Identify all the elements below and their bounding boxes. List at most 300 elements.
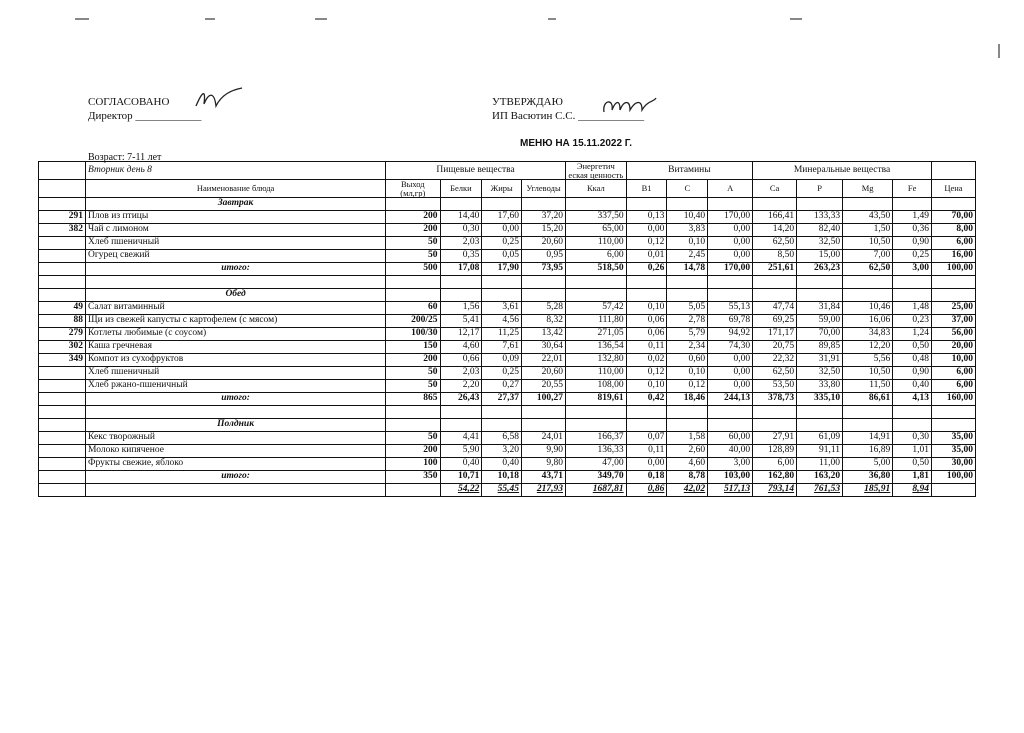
price: 70,00 — [931, 211, 975, 224]
age-label: Возраст: 7-11 лет — [88, 152, 162, 163]
total-row — [39, 393, 976, 406]
blank-cell — [708, 198, 753, 211]
blank-cell — [797, 198, 843, 211]
carbs: 20,55 — [522, 380, 566, 393]
vit-b1: 0,11 — [626, 445, 667, 458]
total-value: 4,13 — [893, 393, 932, 406]
ca: 22,32 — [753, 354, 797, 367]
dish-name: Молоко кипяченое — [86, 445, 386, 458]
dish-name: Салат витаминный — [86, 302, 386, 315]
p: 11,00 — [797, 458, 843, 471]
price: 6,00 — [931, 380, 975, 393]
blank-cell — [522, 276, 566, 289]
section-title: Полдник — [86, 419, 386, 432]
kcal: 110,00 — [566, 237, 627, 250]
vit-c: 2,60 — [667, 445, 708, 458]
group-energy: Энергетич еская ценность — [566, 162, 627, 180]
blank-cell — [386, 276, 440, 289]
section-title: Завтрак — [86, 198, 386, 211]
vit-c: 5,05 — [667, 302, 708, 315]
fat: 0,25 — [482, 367, 522, 380]
col-b1: B1 — [626, 180, 667, 198]
table-row — [39, 354, 976, 367]
blank-cell — [440, 419, 482, 432]
blank-cell — [843, 419, 893, 432]
blank-cell — [931, 484, 975, 497]
vit-b1: 0,01 — [626, 250, 667, 263]
protein: 12,17 — [440, 328, 482, 341]
col-c: C — [667, 180, 708, 198]
carbs: 20,60 — [522, 237, 566, 250]
recipe-number — [39, 432, 86, 445]
blank-cell — [39, 406, 86, 419]
blank-cell — [566, 419, 627, 432]
blank-cell — [931, 406, 975, 419]
ca: 8,50 — [753, 250, 797, 263]
fe: 0,50 — [893, 341, 932, 354]
yield: 200 — [386, 211, 440, 224]
ca: 14,20 — [753, 224, 797, 237]
blank-cell — [39, 276, 86, 289]
recipe-number: 49 — [39, 302, 86, 315]
approver-signature — [598, 94, 660, 120]
total-value: 518,50 — [566, 263, 627, 276]
total-value: 263,23 — [797, 263, 843, 276]
recipe-number: 349 — [39, 354, 86, 367]
carbs: 0,95 — [522, 250, 566, 263]
p: 59,00 — [797, 315, 843, 328]
grand-total-value: 761,53 — [797, 484, 843, 497]
protein: 0,66 — [440, 354, 482, 367]
group-vitamins: Витамины — [626, 162, 753, 180]
ca: 166,41 — [753, 211, 797, 224]
grand-total-value: 54,22 — [440, 484, 482, 497]
blank-cell — [386, 484, 440, 497]
p: 82,40 — [797, 224, 843, 237]
grand-total-value: 217,93 — [522, 484, 566, 497]
fat: 0,40 — [482, 458, 522, 471]
fat: 0,05 — [482, 250, 522, 263]
blank-cell — [86, 276, 386, 289]
total-value: 73,95 — [522, 263, 566, 276]
price: 20,00 — [931, 341, 975, 354]
blank-cell — [440, 198, 482, 211]
fat: 3,20 — [482, 445, 522, 458]
vit-c: 2,45 — [667, 250, 708, 263]
col-ca: Ca — [753, 180, 797, 198]
vit-a: 60,00 — [708, 432, 753, 445]
total-value: 160,00 — [931, 393, 975, 406]
yield: 150 — [386, 341, 440, 354]
yield: 50 — [386, 380, 440, 393]
ca: 27,91 — [753, 432, 797, 445]
grand-total-value: 8,94 — [893, 484, 932, 497]
protein: 14,40 — [440, 211, 482, 224]
mg: 14,91 — [843, 432, 893, 445]
ca: 62,50 — [753, 237, 797, 250]
ca: 20,75 — [753, 341, 797, 354]
director-signature — [192, 84, 246, 114]
carbs: 37,20 — [522, 211, 566, 224]
fe: 0,90 — [893, 237, 932, 250]
fat: 0,25 — [482, 237, 522, 250]
blank-cell — [522, 406, 566, 419]
recipe-number — [39, 380, 86, 393]
group-header-row — [39, 162, 976, 180]
p: 31,91 — [797, 354, 843, 367]
blank-cell — [626, 406, 667, 419]
fe: 0,25 — [893, 250, 932, 263]
blank-cell — [797, 289, 843, 302]
vit-a: 74,30 — [708, 341, 753, 354]
fat: 0,27 — [482, 380, 522, 393]
blank-cell — [39, 484, 86, 497]
table-row — [39, 328, 976, 341]
total-row — [39, 263, 976, 276]
mg: 10,50 — [843, 367, 893, 380]
dish-name: Плов из птицы — [86, 211, 386, 224]
kcal: 337,50 — [566, 211, 627, 224]
blank-cell — [386, 198, 440, 211]
total-row — [39, 471, 976, 484]
total-value: 26,43 — [440, 393, 482, 406]
price: 6,00 — [931, 367, 975, 380]
recipe-number — [39, 458, 86, 471]
grand-total-value: 55,45 — [482, 484, 522, 497]
blank-cell — [667, 289, 708, 302]
blank-cell — [86, 406, 386, 419]
table-row — [39, 458, 976, 471]
table-row — [39, 341, 976, 354]
blank-cell — [566, 276, 627, 289]
total-value: 8,78 — [667, 471, 708, 484]
blank-cell — [931, 276, 975, 289]
blank-cell — [893, 289, 932, 302]
blank-cell — [39, 471, 86, 484]
table-row — [39, 367, 976, 380]
table-row — [39, 302, 976, 315]
ca: 53,50 — [753, 380, 797, 393]
blank-cell — [626, 276, 667, 289]
blank-cell — [893, 198, 932, 211]
yield: 200 — [386, 445, 440, 458]
p: 61,09 — [797, 432, 843, 445]
section-title: Обед — [86, 289, 386, 302]
day-label: Вторник день 8 — [86, 162, 386, 180]
dish-name: Щи из свежей капусты с картофелем (с мясом) — [86, 315, 386, 328]
vit-b1: 0,12 — [626, 367, 667, 380]
vit-c: 2,78 — [667, 315, 708, 328]
dish-name: Котлеты любимые (с соусом) — [86, 328, 386, 341]
vit-b1: 0,06 — [626, 315, 667, 328]
blank-cell — [753, 419, 797, 432]
vit-a: 0,00 — [708, 237, 753, 250]
col-dish-name: Наименование блюда — [86, 180, 386, 198]
total-label: итого: — [86, 263, 386, 276]
fat: 11,25 — [482, 328, 522, 341]
price: 8,00 — [931, 224, 975, 237]
vit-b1: 0,00 — [626, 224, 667, 237]
table-row — [39, 380, 976, 393]
blank-cell — [39, 393, 86, 406]
kcal: 166,37 — [566, 432, 627, 445]
kcal: 132,80 — [566, 354, 627, 367]
carbs: 8,32 — [522, 315, 566, 328]
fe: 1,48 — [893, 302, 932, 315]
total-value: 244,13 — [708, 393, 753, 406]
blank-cell — [566, 289, 627, 302]
vit-c: 0,12 — [667, 380, 708, 393]
carbs: 15,20 — [522, 224, 566, 237]
table-row — [39, 315, 976, 328]
protein: 2,03 — [440, 237, 482, 250]
vit-a: 0,00 — [708, 354, 753, 367]
fe: 1,01 — [893, 445, 932, 458]
vit-b1: 0,12 — [626, 237, 667, 250]
protein: 4,41 — [440, 432, 482, 445]
dish-name: Хлеб ржано-пшеничный — [86, 380, 386, 393]
protein: 1,56 — [440, 302, 482, 315]
vit-c: 2,34 — [667, 341, 708, 354]
recipe-number — [39, 250, 86, 263]
yield: 50 — [386, 432, 440, 445]
yield: 60 — [386, 302, 440, 315]
blank-cell — [753, 198, 797, 211]
approval-left-role: Директор ____________ — [88, 110, 202, 122]
vit-c: 0,60 — [667, 354, 708, 367]
blank-cell — [39, 419, 86, 432]
section-row — [39, 419, 976, 432]
ca: 62,50 — [753, 367, 797, 380]
blank-cell — [708, 419, 753, 432]
total-value: 865 — [386, 393, 440, 406]
kcal: 47,00 — [566, 458, 627, 471]
blank-cell — [522, 289, 566, 302]
vit-b1: 0,00 — [626, 458, 667, 471]
vit-c: 1,58 — [667, 432, 708, 445]
blank-cell — [893, 276, 932, 289]
price: 35,00 — [931, 432, 975, 445]
fat: 17,60 — [482, 211, 522, 224]
blank-cell — [386, 406, 440, 419]
mg: 5,56 — [843, 354, 893, 367]
yield: 50 — [386, 250, 440, 263]
blank-cell — [843, 198, 893, 211]
carbs: 30,64 — [522, 341, 566, 354]
blank-cell — [440, 289, 482, 302]
menu-title: МЕНЮ НА 15.11.2022 Г. — [520, 138, 633, 149]
total-value: 10,71 — [440, 471, 482, 484]
blank-cell — [667, 406, 708, 419]
carbs: 24,01 — [522, 432, 566, 445]
blank-cell — [708, 406, 753, 419]
total-value: 18,46 — [667, 393, 708, 406]
ca: 128,89 — [753, 445, 797, 458]
dish-name: Хлеб пшеничный — [86, 367, 386, 380]
price: 10,00 — [931, 354, 975, 367]
total-value: 0,42 — [626, 393, 667, 406]
col-protein: Белки — [440, 180, 482, 198]
blank-cell — [708, 276, 753, 289]
blank-cell — [931, 289, 975, 302]
p: 15,00 — [797, 250, 843, 263]
price: 16,00 — [931, 250, 975, 263]
blank-cell — [843, 406, 893, 419]
carbs: 20,60 — [522, 367, 566, 380]
yield: 200 — [386, 224, 440, 237]
protein: 0,40 — [440, 458, 482, 471]
grand-total-value: 185,91 — [843, 484, 893, 497]
table-row — [39, 445, 976, 458]
yield: 200 — [386, 354, 440, 367]
vit-a: 94,92 — [708, 328, 753, 341]
carbs: 22,01 — [522, 354, 566, 367]
total-value: 163,20 — [797, 471, 843, 484]
col-price: Цена — [931, 180, 975, 198]
vit-c: 10,40 — [667, 211, 708, 224]
fe: 0,90 — [893, 367, 932, 380]
blank-cell — [39, 263, 86, 276]
mg: 7,00 — [843, 250, 893, 263]
vit-a: 0,00 — [708, 224, 753, 237]
total-value: 43,71 — [522, 471, 566, 484]
blank-cell — [893, 419, 932, 432]
p: 31,84 — [797, 302, 843, 315]
fat: 3,61 — [482, 302, 522, 315]
section-row — [39, 289, 976, 302]
price: 56,00 — [931, 328, 975, 341]
total-value: 86,61 — [843, 393, 893, 406]
group-nutrients: Пищевые вещества — [386, 162, 566, 180]
kcal: 110,00 — [566, 367, 627, 380]
blank-cell — [482, 198, 522, 211]
protein: 2,03 — [440, 367, 482, 380]
scan-mark — [998, 44, 1000, 58]
col-fe: Fe — [893, 180, 932, 198]
p: 32,50 — [797, 367, 843, 380]
approval-left-title: СОГЛАСОВАНО — [88, 96, 170, 108]
table-row — [39, 250, 976, 263]
blank-cell — [753, 406, 797, 419]
mg: 16,89 — [843, 445, 893, 458]
yield: 200/25 — [386, 315, 440, 328]
total-value: 349,70 — [566, 471, 627, 484]
fat: 4,56 — [482, 315, 522, 328]
dish-name: Каша гречневая — [86, 341, 386, 354]
column-header-row — [39, 180, 976, 198]
blank-cell — [86, 484, 386, 497]
recipe-number — [39, 367, 86, 380]
vit-c: 0,10 — [667, 367, 708, 380]
total-value: 10,18 — [482, 471, 522, 484]
kcal: 57,42 — [566, 302, 627, 315]
total-value: 378,73 — [753, 393, 797, 406]
approval-right-role: ИП Васютин С.С. ____________ — [492, 110, 645, 122]
vit-b1: 0,07 — [626, 432, 667, 445]
total-value: 36,80 — [843, 471, 893, 484]
vit-a: 3,00 — [708, 458, 753, 471]
blank-cell — [708, 289, 753, 302]
total-value: 500 — [386, 263, 440, 276]
blank-row — [39, 276, 976, 289]
price: 37,00 — [931, 315, 975, 328]
grand-total-value: 1687,81 — [566, 484, 627, 497]
protein: 5,41 — [440, 315, 482, 328]
fe: 0,40 — [893, 380, 932, 393]
blank-cell — [667, 419, 708, 432]
ca: 6,00 — [753, 458, 797, 471]
blank-cell — [39, 289, 86, 302]
vit-a: 170,00 — [708, 211, 753, 224]
blank-cell — [931, 198, 975, 211]
total-value: 170,00 — [708, 263, 753, 276]
total-label: итого: — [86, 471, 386, 484]
kcal: 111,80 — [566, 315, 627, 328]
yield: 100 — [386, 458, 440, 471]
blank-cell — [667, 198, 708, 211]
col-kcal: Ккал — [566, 180, 627, 198]
vit-b1: 0,11 — [626, 341, 667, 354]
blank-cell — [753, 289, 797, 302]
col-p: P — [797, 180, 843, 198]
blank-cell — [522, 419, 566, 432]
dish-name: Огурец свежий — [86, 250, 386, 263]
total-label: итого: — [86, 393, 386, 406]
fe: 0,36 — [893, 224, 932, 237]
blank-cell — [566, 406, 627, 419]
total-value: 3,00 — [893, 263, 932, 276]
total-value: 17,08 — [440, 263, 482, 276]
col-yield: Выход (мл,гр) — [386, 180, 440, 198]
fat: 7,61 — [482, 341, 522, 354]
vit-a: 55,13 — [708, 302, 753, 315]
mg: 10,46 — [843, 302, 893, 315]
blank-cell — [797, 419, 843, 432]
vit-a: 40,00 — [708, 445, 753, 458]
vit-b1: 0,13 — [626, 211, 667, 224]
vit-a: 0,00 — [708, 250, 753, 263]
blank-cell — [667, 276, 708, 289]
mg: 12,20 — [843, 341, 893, 354]
scan-mark — [315, 18, 327, 20]
total-value: 100,00 — [931, 471, 975, 484]
menu-body — [39, 198, 976, 497]
grand-total-value: 42,02 — [667, 484, 708, 497]
total-value: 819,61 — [566, 393, 627, 406]
p: 33,80 — [797, 380, 843, 393]
mg: 43,50 — [843, 211, 893, 224]
recipe-number — [39, 445, 86, 458]
p: 91,11 — [797, 445, 843, 458]
blank-cell — [522, 198, 566, 211]
protein: 5,90 — [440, 445, 482, 458]
total-value: 1,81 — [893, 471, 932, 484]
col-mg: Mg — [843, 180, 893, 198]
blank-cell — [626, 289, 667, 302]
col-a: A — [708, 180, 753, 198]
p: 32,50 — [797, 237, 843, 250]
ca: 171,17 — [753, 328, 797, 341]
protein: 0,35 — [440, 250, 482, 263]
group-minerals: Минеральные вещества — [753, 162, 932, 180]
blank-cell — [566, 198, 627, 211]
kcal: 108,00 — [566, 380, 627, 393]
blank-cell — [626, 198, 667, 211]
carbs: 9,90 — [522, 445, 566, 458]
blank-cell — [753, 276, 797, 289]
fat: 0,00 — [482, 224, 522, 237]
recipe-number — [39, 237, 86, 250]
